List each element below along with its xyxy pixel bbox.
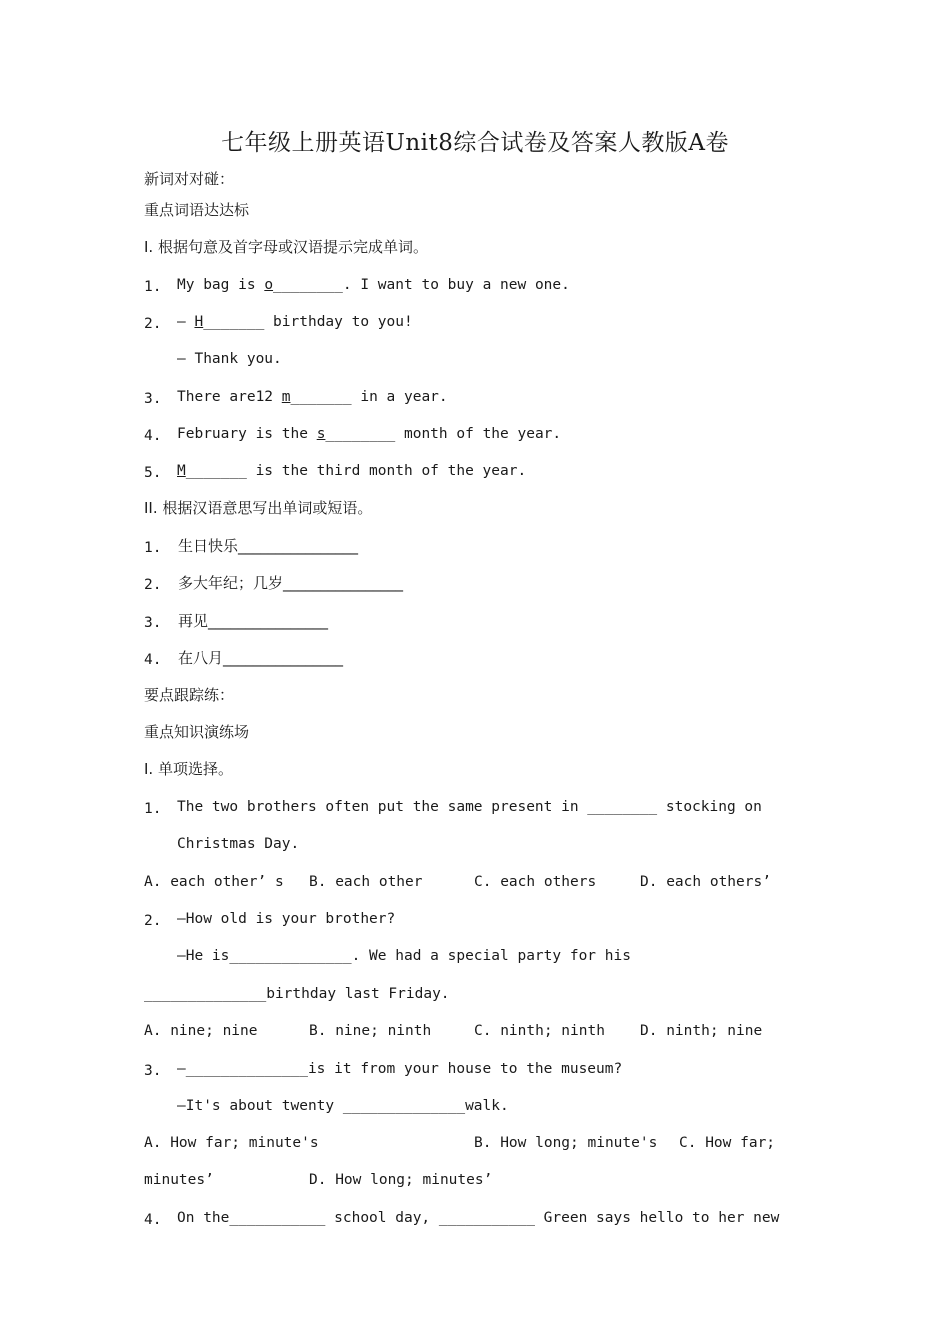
answer-blank[interactable]: ________ <box>273 277 343 293</box>
option-d[interactable]: D. each others’ <box>640 874 771 890</box>
translation-item[interactable]: 在八月________________ <box>178 649 344 667</box>
first-letter-hint: s <box>316 426 326 442</box>
answer-blank[interactable]: ________ <box>325 426 396 442</box>
translation-item[interactable]: 再见________________ <box>178 612 329 630</box>
option-a[interactable]: A. each other’ s <box>144 874 284 890</box>
question-number: 3. <box>144 615 162 631</box>
question-text: month of the year. <box>395 426 562 442</box>
first-letter-hint: M <box>177 463 186 479</box>
question-text: — <box>177 314 195 330</box>
first-letter-hint: H <box>194 314 204 330</box>
question-text: in a year. <box>351 389 448 405</box>
question-number: 1. <box>144 801 162 817</box>
question-stem: —How old is your brother? <box>177 911 396 927</box>
fill-in-question-1 <box>177 275 570 295</box>
option-b[interactable]: B. each other <box>309 874 423 890</box>
question-stem: —______________is it from your house to the museum? <box>177 1061 623 1077</box>
question-number: 1. <box>144 540 162 556</box>
question-number: 2. <box>144 913 162 929</box>
option-a[interactable]: A. nine; nine <box>144 1023 258 1039</box>
question-text: birthday to you! <box>264 314 413 330</box>
option-c[interactable]: C. each others <box>474 874 597 890</box>
option-b[interactable]: B. nine; ninth <box>309 1023 432 1039</box>
multiple-choice-instruction: I. 单项选择。 <box>144 760 233 778</box>
option-a[interactable]: A. How far; minute's <box>144 1135 319 1151</box>
first-letter-hint: m <box>281 389 291 405</box>
question-stem: —It's about twenty ______________walk. <box>177 1098 509 1114</box>
section-heading-key-points: 要点跟踪练： <box>144 686 235 704</box>
answer-blank[interactable]: _______ <box>185 463 247 479</box>
question-stem: The two brothers often put the same present in ________ stocking on <box>177 799 762 815</box>
translation-item[interactable]: 生日快乐________________ <box>178 537 359 555</box>
option-c[interactable]: C. ninth; ninth <box>474 1023 605 1039</box>
part-two-instruction: II. 根据汉语意思写出单词或短语。 <box>144 499 373 517</box>
question-number: 4. <box>144 1212 162 1228</box>
question-text: is the third month of the year. <box>246 463 527 479</box>
question-text: There are12 <box>177 389 282 405</box>
section-heading-practice: 重点知识演练场 <box>144 723 250 741</box>
question-text: February is the <box>177 426 317 442</box>
section-heading-key-words: 重点词语达达标 <box>144 201 250 219</box>
translation-item[interactable]: 多大年纪；几岁________________ <box>178 574 404 592</box>
question-text: My bag is <box>177 277 265 293</box>
option-c[interactable]: C. How far; <box>679 1135 776 1151</box>
first-letter-hint: o <box>264 277 274 293</box>
question-number: 5. <box>144 465 162 481</box>
question-stem: —He is______________. We had a special party for his <box>177 948 631 964</box>
option-c-continued[interactable]: minutes’ <box>144 1172 214 1188</box>
section-heading-new-words: 新词对对碰： <box>144 170 235 188</box>
page-title: 七年级上册英语Unit8综合试卷及答案人教版A卷 <box>220 130 730 156</box>
option-d[interactable]: D. ninth; nine <box>640 1023 763 1039</box>
fill-in-question-3 <box>177 387 448 407</box>
question-stem: ______________birthday last Friday. <box>144 986 450 1002</box>
question-number: 4. <box>144 652 162 668</box>
question-stem: On the___________ school day, ___________ Green says hello to her new <box>177 1210 780 1226</box>
fill-in-question-4 <box>177 424 561 444</box>
question-number: 3. <box>144 391 162 407</box>
question-number: 2. <box>144 316 162 332</box>
option-b[interactable]: B. How long; minute's <box>474 1135 658 1151</box>
fill-in-question-5 <box>177 461 526 481</box>
answer-blank[interactable]: _______ <box>290 389 352 405</box>
question-number: 4. <box>144 428 162 444</box>
question-number: 2. <box>144 577 162 593</box>
option-d[interactable]: D. How long; minutes’ <box>309 1172 493 1188</box>
part-one-instruction: I. 根据句意及首字母或汉语提示完成单词。 <box>144 238 428 256</box>
question-stem: Christmas Day. <box>177 836 300 852</box>
answer-blank[interactable]: _______ <box>203 314 265 330</box>
question-number: 1. <box>144 279 162 295</box>
fill-in-question-2 <box>177 312 413 332</box>
dialogue-reply: — Thank you. <box>177 351 282 367</box>
question-text: . I want to buy a new one. <box>342 277 570 293</box>
question-number: 3. <box>144 1063 162 1079</box>
